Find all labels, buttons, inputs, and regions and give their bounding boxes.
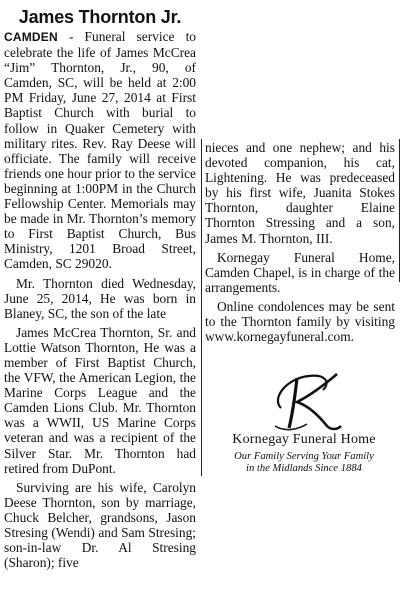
obituary-headline: James Thornton Jr. xyxy=(18,7,182,27)
service-text: - Funeral service to celebrate the life of James McCrea “Jim” Thornton, Jr., 90, of Camden, SC, will be held at 2:00 PM Friday, June 27, 2014 at First Baptist Church with burial to follow in Quaker Cemetery with military rites. Rev. Ray Deese will officiate. The family will receive friends one hour prior to the service beginning at 1:00PM in the Church Fellowship Center. Memorials may be made in Mr. Thornton’s memory to First Baptist Church, Bus Ministry, 1201 Broad Street, Camden, SC 29020. xyxy=(4,29,196,272)
column-divider xyxy=(201,139,202,476)
k-monogram-icon xyxy=(267,368,347,434)
tagline-line-2: in the Midlands Since 1884 xyxy=(246,463,362,474)
condolences-paragraph: Online condolences may be sent to the Thornton family by visiting www.kornegayfuneral.com. xyxy=(205,298,395,345)
arrangements-paragraph: Kornegay Funeral Home, Camden Chapel, is in charge of the arrangements. xyxy=(205,249,395,295)
survivors-continued-paragraph: nieces and one nephew; and his devoted companion, his cat, Lightening. He was predeceased by his first wife, Juanita Stokes Thornton, daughter Elaine Thornton Stressing and a son, James M. Thornton, III. xyxy=(205,140,395,246)
service-paragraph xyxy=(4,29,196,272)
dateline: CAMDEN xyxy=(4,30,58,44)
biography-paragraph: James McCrea Thornton, Sr. and Lottie Watson Thornton, He was a member of First Baptist Church, the VFW, the American Legion, the Marine Corps League and the Camden Lions Club. Mr. Thornton was a WWII, US Marine Corps veteran and was a recipient of the Silver Star. Mr. Thornton had retired from DuPont. xyxy=(4,324,196,476)
funeral-home-logo xyxy=(212,364,396,476)
funeral-home-tagline xyxy=(212,451,396,475)
obituary-right-column xyxy=(205,140,395,348)
obituary-left-column xyxy=(4,0,196,614)
right-border-line xyxy=(399,139,400,282)
funeral-home-name: Kornegay Funeral Home xyxy=(232,432,376,447)
death-paragraph: Mr. Thornton died Wednesday, June 25, 2014, He was born in Blaney, SC, the son of the late xyxy=(4,275,196,321)
tagline-line-1: Our Family Serving Your Family xyxy=(234,451,374,462)
survivors-paragraph: Surviving are his wife, Carolyn Deese Thornton, son by marriage, Chuck Belcher, grandsons, Jason Stresing (Wendi) and Sam Stresing; son-in-law Dr. Al Stresing (Sharon); five xyxy=(4,479,196,571)
